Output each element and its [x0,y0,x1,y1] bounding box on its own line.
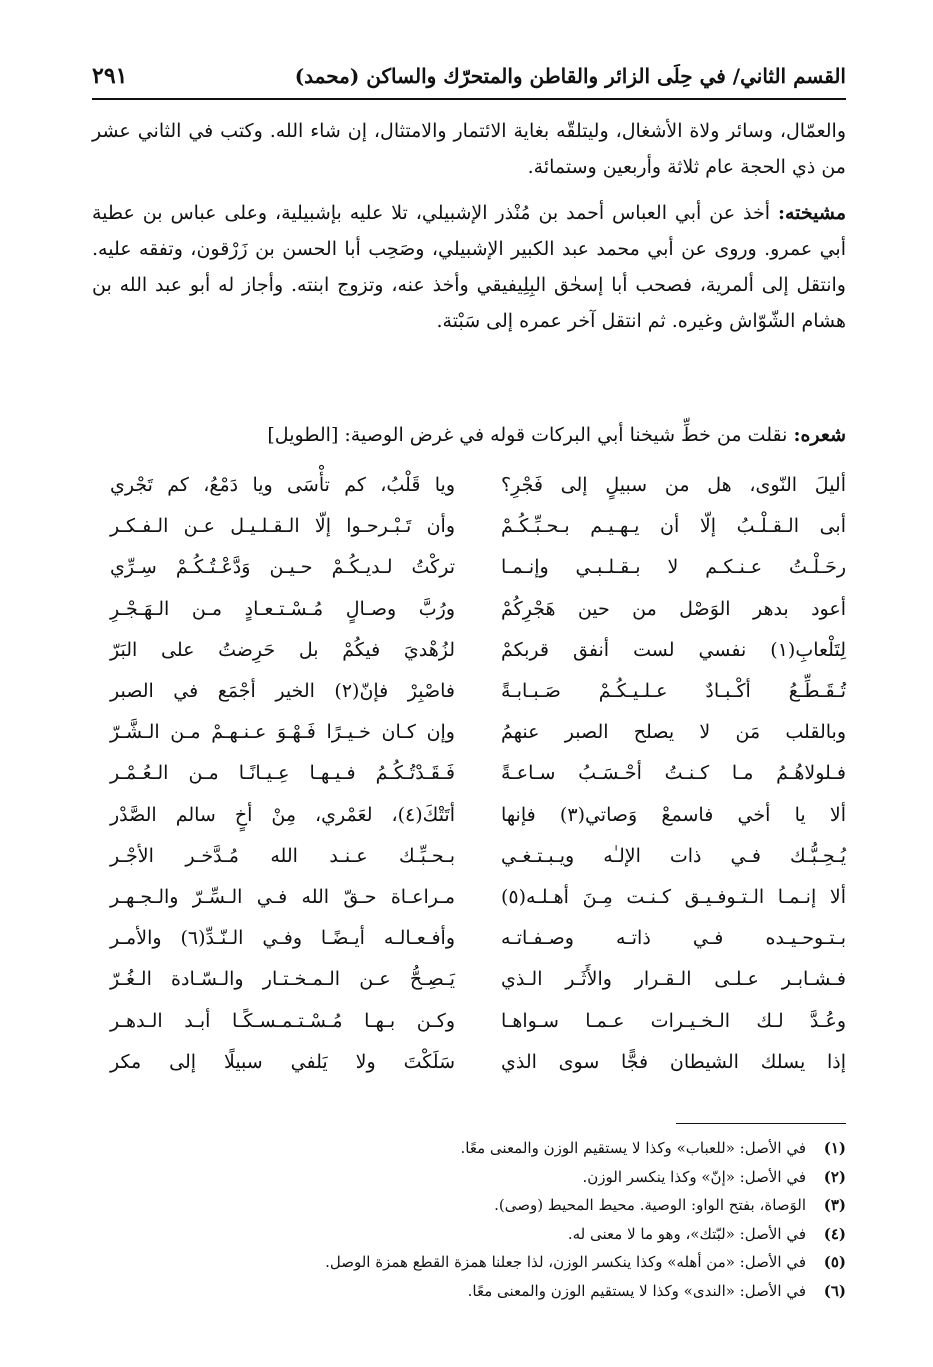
verse-second-hemistich: أتَتْكَ(٤)، لعَمْري، مِنْ أخٍ سالم الصَّدْر [110,803,455,826]
running-header [92,58,846,94]
footnote [92,1134,846,1163]
paragraph-text: والعمّال، وسائر ولاة الأشغال، وليتلقّه بغاية الائتمار والامتثال، إن شاء الله. وكتب في الثاني عشر من ذي الحجة عام ثلاثة وأربعين وستمائة. [92,120,846,178]
verse-first-hemistich: أعود بدهر الوَصْل من حين هَجْرِكُمْ [501,597,846,620]
footnote [92,1220,846,1249]
poem-verse [92,961,846,998]
footnote-number: (٦) [823,1281,846,1300]
paragraph-text: نقلت من خطِّ شيخنا أبي البركات قوله في غرض الوصية: [الطويل] [267,424,788,446]
verse-first-hemistich: أبى الـقـلْـبُ إلّا أن يـهـيـم بـحـبِّـكُـمْ [501,515,846,538]
verse-second-hemistich: فَـقَـدْتُـكُـمُ فـيـهـا عِـيـانًـا مـن الـعُـمْـر [110,762,455,785]
footnote-number: (٤) [823,1224,846,1243]
poem-verse [92,838,846,875]
paragraph-text: أخذ عن أبي العباس أحمد بن مُنْذر الإشبيلي، تلا عليه بإشبيلية، وعلى عباس بن عطية أبي عمرو. وروى عن أبي محمد عبد الكبير الإشبيلي، وصَحِب أبا الحسن بن زَرْقون، وتفقه عليه. وانتقل إلى ألمرية، فصحب أبا إسحٰق البِلِيفيقي وأخذ عنه، وتزوج ابنته. وأجاز له أبو عبد الله بن هشام الشّوّاش وغيره. ثم انتقل آخر عمره إلى سَبْتة. [92,202,846,332]
footnote [92,1163,846,1192]
verse-first-hemistich: أليلَ النّوى، هل من سبيلٍ إلى فَجْرِ؟ [501,474,846,496]
footnotes [92,1134,846,1305]
footnote-text: في الأصل: «الندى» وكذا لا يستقيم الوزن والمعنى معًا. [467,1281,806,1300]
verse-first-hemistich: وبالقلب مَن لا يصلح الصبر عنهمُ [501,721,846,744]
poem-verse [92,673,846,710]
section-label-poetry: شعره: [793,424,846,446]
footnote-text: الوَصاة، بفتح الواو: الوصية. محيط المحيط (وصى). [494,1196,806,1214]
section-label-teachers: مشيخته: [777,202,846,224]
paragraph-decree-closing [92,113,846,185]
paragraph-teachers [92,195,846,339]
footnote-number: (٣) [823,1196,846,1214]
footnote-text: في الأصل: «للعباب» وكذا لا يستقيم الوزن والمعنى معًا. [460,1139,806,1157]
verse-second-hemistich: يَـصِـحُّ عـن الـمـخـتـار والـسّـادة الـغُـرّ [110,968,455,991]
paragraph-poetry-intro [92,417,846,453]
footnote-text: في الأصل: «من أهله» وكذا ينكسر الوزن، لذا جعلنا همزة القطع همزة الوصل. [325,1253,806,1271]
verse-first-hemistich: تُـقَـطِّـعُ أكْـبـادٌ عـلـيـكُـمْ صَـبـابـةً [501,680,846,702]
verse-first-hemistich: إذا يسلك الشيطان فجًّا سوى الذي [501,1050,846,1073]
verse-second-hemistich: وأن تَـبْـرحـوا إلّا الـقـلـيـل عـن الـفـكـر [110,515,455,538]
poem-verse [92,714,846,751]
header-title: القسم الثاني/ في حِلَى الزائر والقاطن والمتحرّك والساكن (محمد) [294,64,846,88]
verse-second-hemistich: سَلَكْتَ ولا يَلفي سبيلًا إلى مكر [110,1050,455,1073]
poem-verse [92,508,846,545]
footnote-number: (٥) [823,1253,846,1271]
verse-second-hemistich: بـحـبِّـك عـنـد الله مُـدَّخـر الأجْـر [110,844,455,867]
verse-first-hemistich: لِتَلْعابِ(١) نفسي لست أنفق قربكمْ [501,638,846,661]
header-divider [92,98,846,100]
poem-verse [92,1003,846,1040]
verse-second-hemistich: ورُبَّ وصـالٍ مُـسْـتـعـادٍ مـن الـهَـجْـرِ [110,597,455,620]
page-number: ٢٩١ [92,63,128,89]
verse-second-hemistich: ويا قَلْبُ، كم تأْسَى ويا دَمْعُ، كم تَجْري [110,474,455,496]
verse-first-hemistich: ألا إنـمـا الـتـوفـيـق كـنـت مِـنَ أهـلـه(٥) [501,886,846,908]
footnote-divider [676,1123,846,1124]
verse-first-hemistich: وعُـدَّ لـك الـخـيـرات عـمـا سـواهـا [501,1009,846,1032]
poem-verse [92,632,846,669]
footnote [92,1248,846,1277]
poem-verse [92,549,846,586]
poem-verse [92,797,846,834]
verse-first-hemistich: ألا يا أخي فاسمعْ وَصاتي(٣) فإنها [501,803,846,826]
poem [92,467,846,1087]
verse-second-hemistich: لزُهْديَ فيكُمْ بل حَرِضتُ على البَرّ [110,638,455,661]
poem-verse [92,1044,846,1081]
poem-verse [92,755,846,792]
poem-verse [92,879,846,916]
verse-second-hemistich: تركْتُ لـديـكُـمْ حـيـن وَدَّعْـتُـكُـمْ سِـرِّي [110,556,455,579]
footnote-number: (٢) [823,1167,846,1186]
poem-verse [92,920,846,957]
verse-second-hemistich: وإن كـان خـيـرًا فَـهْـوَ عـنـهـمْ مـن الـشَّـرّ [110,721,455,744]
footnote [92,1191,846,1220]
verse-first-hemistich: يُـحِـبُّـك فـي ذات الإلـٰه ويـبـتـغـي [501,844,846,867]
verse-first-hemistich: فـشـابـر عـلـى الـقـرار والأَثَـر الـذي [501,968,846,991]
verse-second-hemistich: مـراعـاة حـقّ الله فـي الـسِّـرّ والـجـهـر [110,886,455,908]
verse-second-hemistich: وأفـعـالـه أيـضًـا وفـي الـنّـدِّ(٦) والأمـر [110,927,455,950]
verse-second-hemistich: وكـن بـهـا مُـسْـتـمـسـكًـا أبـد الـدهـر [110,1009,455,1032]
poem-verse [92,591,846,628]
footnote-number: (١) [823,1139,846,1157]
verse-first-hemistich: بـتـوحـيـده فـي ذاتـه وصـفـاتـه [501,927,846,950]
poem-verse [92,467,846,504]
footnote-text: في الأصل: «إنّ» وكذا ينكسر الوزن. [582,1167,806,1186]
verse-first-hemistich: فـلولاهُـمُ مـا كـنـتُ أحْـسَـبُ سـاعـةً [501,762,846,785]
verse-first-hemistich: رحَـلْـتُ عـنـكـم لا بـقـلـبـي وإنـمـا [501,556,846,579]
footnote [92,1277,846,1306]
verse-second-hemistich: فاصْبِرْ فإنّ(٢) الخير أجْمَع في الصبر [110,680,456,702]
footnote-text: في الأصل: «لبّتك»، وهو ما لا معنى له. [567,1224,806,1243]
